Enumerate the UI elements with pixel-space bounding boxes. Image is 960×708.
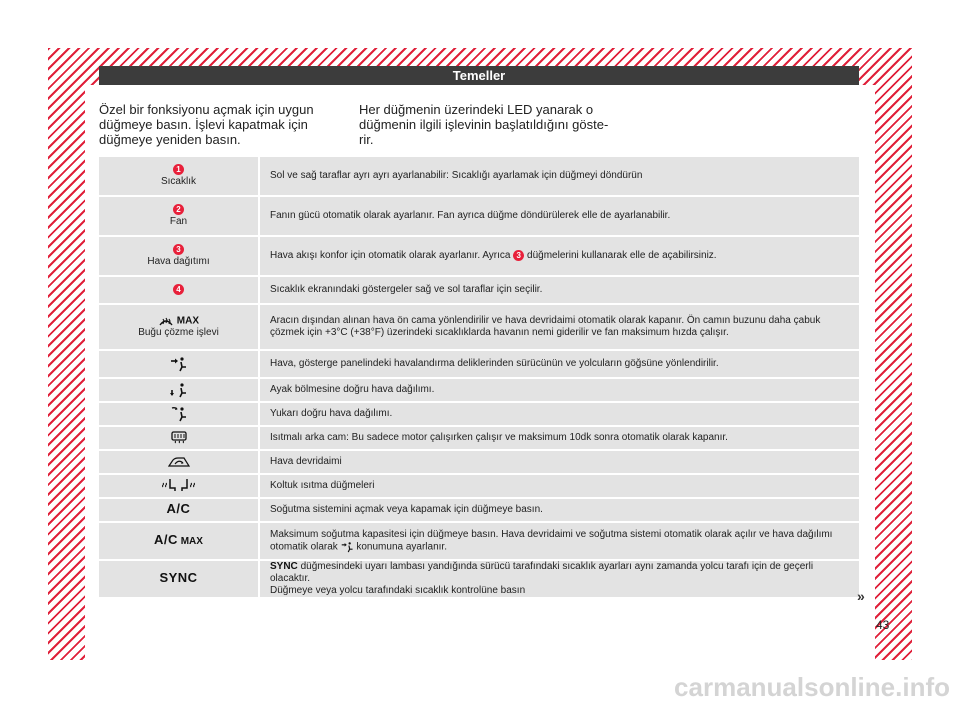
row-label: Sıcaklık (160, 176, 196, 188)
row-description: Aracın dışından alınan hava ön cama yönlendirilir ve hava devridaimi otomatik olarak kapanır. Ön camın buzunu daha çabuk çözmek için +3°C (+38°F) üzerindeki sıcaklıklarda havanın nemi giderilir ve fan maksimum hızda çalışır. (258, 305, 859, 349)
air-upward-icon (170, 406, 188, 422)
row-label: Fan (169, 216, 188, 228)
table-row (99, 237, 859, 275)
table-row (99, 475, 859, 497)
row-key (99, 237, 258, 275)
description-part: Düğmeye veya yolcu tarafındaki sıcaklık kontrolüne basın (270, 585, 526, 596)
callout-number: 4 (173, 284, 184, 295)
row-description: Fanın gücü otomatik olarak ayarlanır. Fan ayrıca düğme döndürülerek elle de ayarlanabilir. (258, 197, 859, 235)
watermark: carmanualsonline.info (674, 672, 950, 702)
air-to-chest-icon (170, 356, 188, 372)
table-row (99, 197, 859, 235)
sync-symbol: SYNC (159, 570, 198, 585)
row-description (258, 561, 859, 597)
table-row (99, 523, 859, 559)
intro-text-right: Her düğmenin üzerindeki LED yanarak o düğmenin ilgili işlevinin başlatıldığını göste-rir. (359, 102, 609, 147)
description-part: Maksimum soğutma kapasitesi için düğmeye basın. Hava devridaimi ve soğutma sistemi otomatik olarak açılır ve hava dağılımı otomatik olarak (270, 528, 833, 553)
table-row (99, 379, 859, 401)
row-key (99, 451, 258, 473)
row-description: Yukarı doğru hava dağılımı. (258, 403, 859, 425)
row-key (99, 523, 258, 559)
callout-number: 1 (173, 164, 184, 175)
row-key (99, 197, 258, 235)
row-description (258, 523, 859, 559)
seat-heating-right-icon (180, 478, 196, 494)
section-title: Temeller (99, 66, 859, 85)
table-row (99, 427, 859, 449)
row-description: Hava, gösterge panelindeki havalandırma deliklerinden sürücünün ve yolcuların göğsüne yönlendirilir. (258, 351, 859, 377)
controls-table (99, 155, 859, 599)
row-description: Koltuk ısıtma düğmeleri (258, 475, 859, 497)
row-label: Buğu çözme işlevi (138, 327, 219, 339)
sync-symbol-inline: SYNC (270, 561, 298, 572)
table-row (99, 305, 859, 349)
callout-number: 3 (173, 244, 184, 255)
windshield-defrost-icon (158, 315, 174, 327)
table-row (99, 277, 859, 303)
row-key (99, 427, 258, 449)
row-key (99, 157, 258, 195)
table-row (99, 351, 859, 377)
row-key (99, 561, 258, 597)
rear-window-heating-icon (171, 431, 187, 444)
continue-mark: » (857, 588, 865, 604)
max-symbol: MAX (180, 536, 203, 547)
row-description: Hava devridaimi (258, 451, 859, 473)
description-part: düğmesindeki uyarı lambası yandığında sürücü tarafındaki sıcaklık ayarları aynı zamanda yolcu tarafı için de geçerli olacaktır. (270, 561, 814, 584)
row-description: Ayak bölmesine doğru hava dağılımı. (258, 379, 859, 401)
row-description: Sıcaklık ekranındaki göstergeler sağ ve sol taraflar için seçilir. (258, 277, 859, 303)
row-key (99, 305, 258, 349)
seat-heating-left-icon (161, 478, 177, 494)
description-part: Hava akışı konfor için otomatik olarak ayarlanır. Ayrıca (270, 250, 511, 262)
table-row (99, 499, 859, 521)
row-key (99, 475, 258, 497)
table-row (99, 561, 859, 597)
row-key (99, 351, 258, 377)
air-to-chest-icon (341, 541, 354, 553)
air-to-footwell-icon (170, 382, 188, 398)
row-key (99, 277, 258, 303)
intro-text-left: Özel bir fonksiyonu açmak için uygun düğmeye basın. İşlevi kapatmak için düğmeye yeniden basın. (99, 102, 314, 147)
description-part: konumuna ayarlanır. (356, 541, 447, 553)
max-symbol: MAX (176, 315, 199, 327)
row-description (258, 237, 859, 275)
ac-symbol: A/C (154, 532, 178, 547)
row-description: Sol ve sağ taraflar ayrı ayrı ayarlanabilir: Sıcaklığı ayarlamak için düğmeyi döndürün (258, 157, 859, 195)
table-row (99, 451, 859, 473)
row-description: Soğutma sistemini açmak veya kapamak için düğmeye basın. (258, 499, 859, 521)
page-number: 43 (876, 618, 890, 632)
table-row (99, 403, 859, 425)
row-key (99, 403, 258, 425)
table-row (99, 157, 859, 195)
description-part: düğmelerini kullanarak elle de açabilirsiniz. (527, 250, 717, 262)
callout-number: 3 (513, 250, 524, 261)
callout-number: 2 (173, 204, 184, 215)
row-label: Hava dağıtımı (147, 256, 210, 268)
ac-symbol: A/C (166, 501, 191, 516)
air-recirculation-icon (168, 456, 190, 468)
row-key (99, 379, 258, 401)
row-description: Isıtmalı arka cam: Bu sadece motor çalışırken çalışır ve maksimum 10dk sonra otomatik olarak kapanır. (258, 427, 859, 449)
row-key (99, 499, 258, 521)
